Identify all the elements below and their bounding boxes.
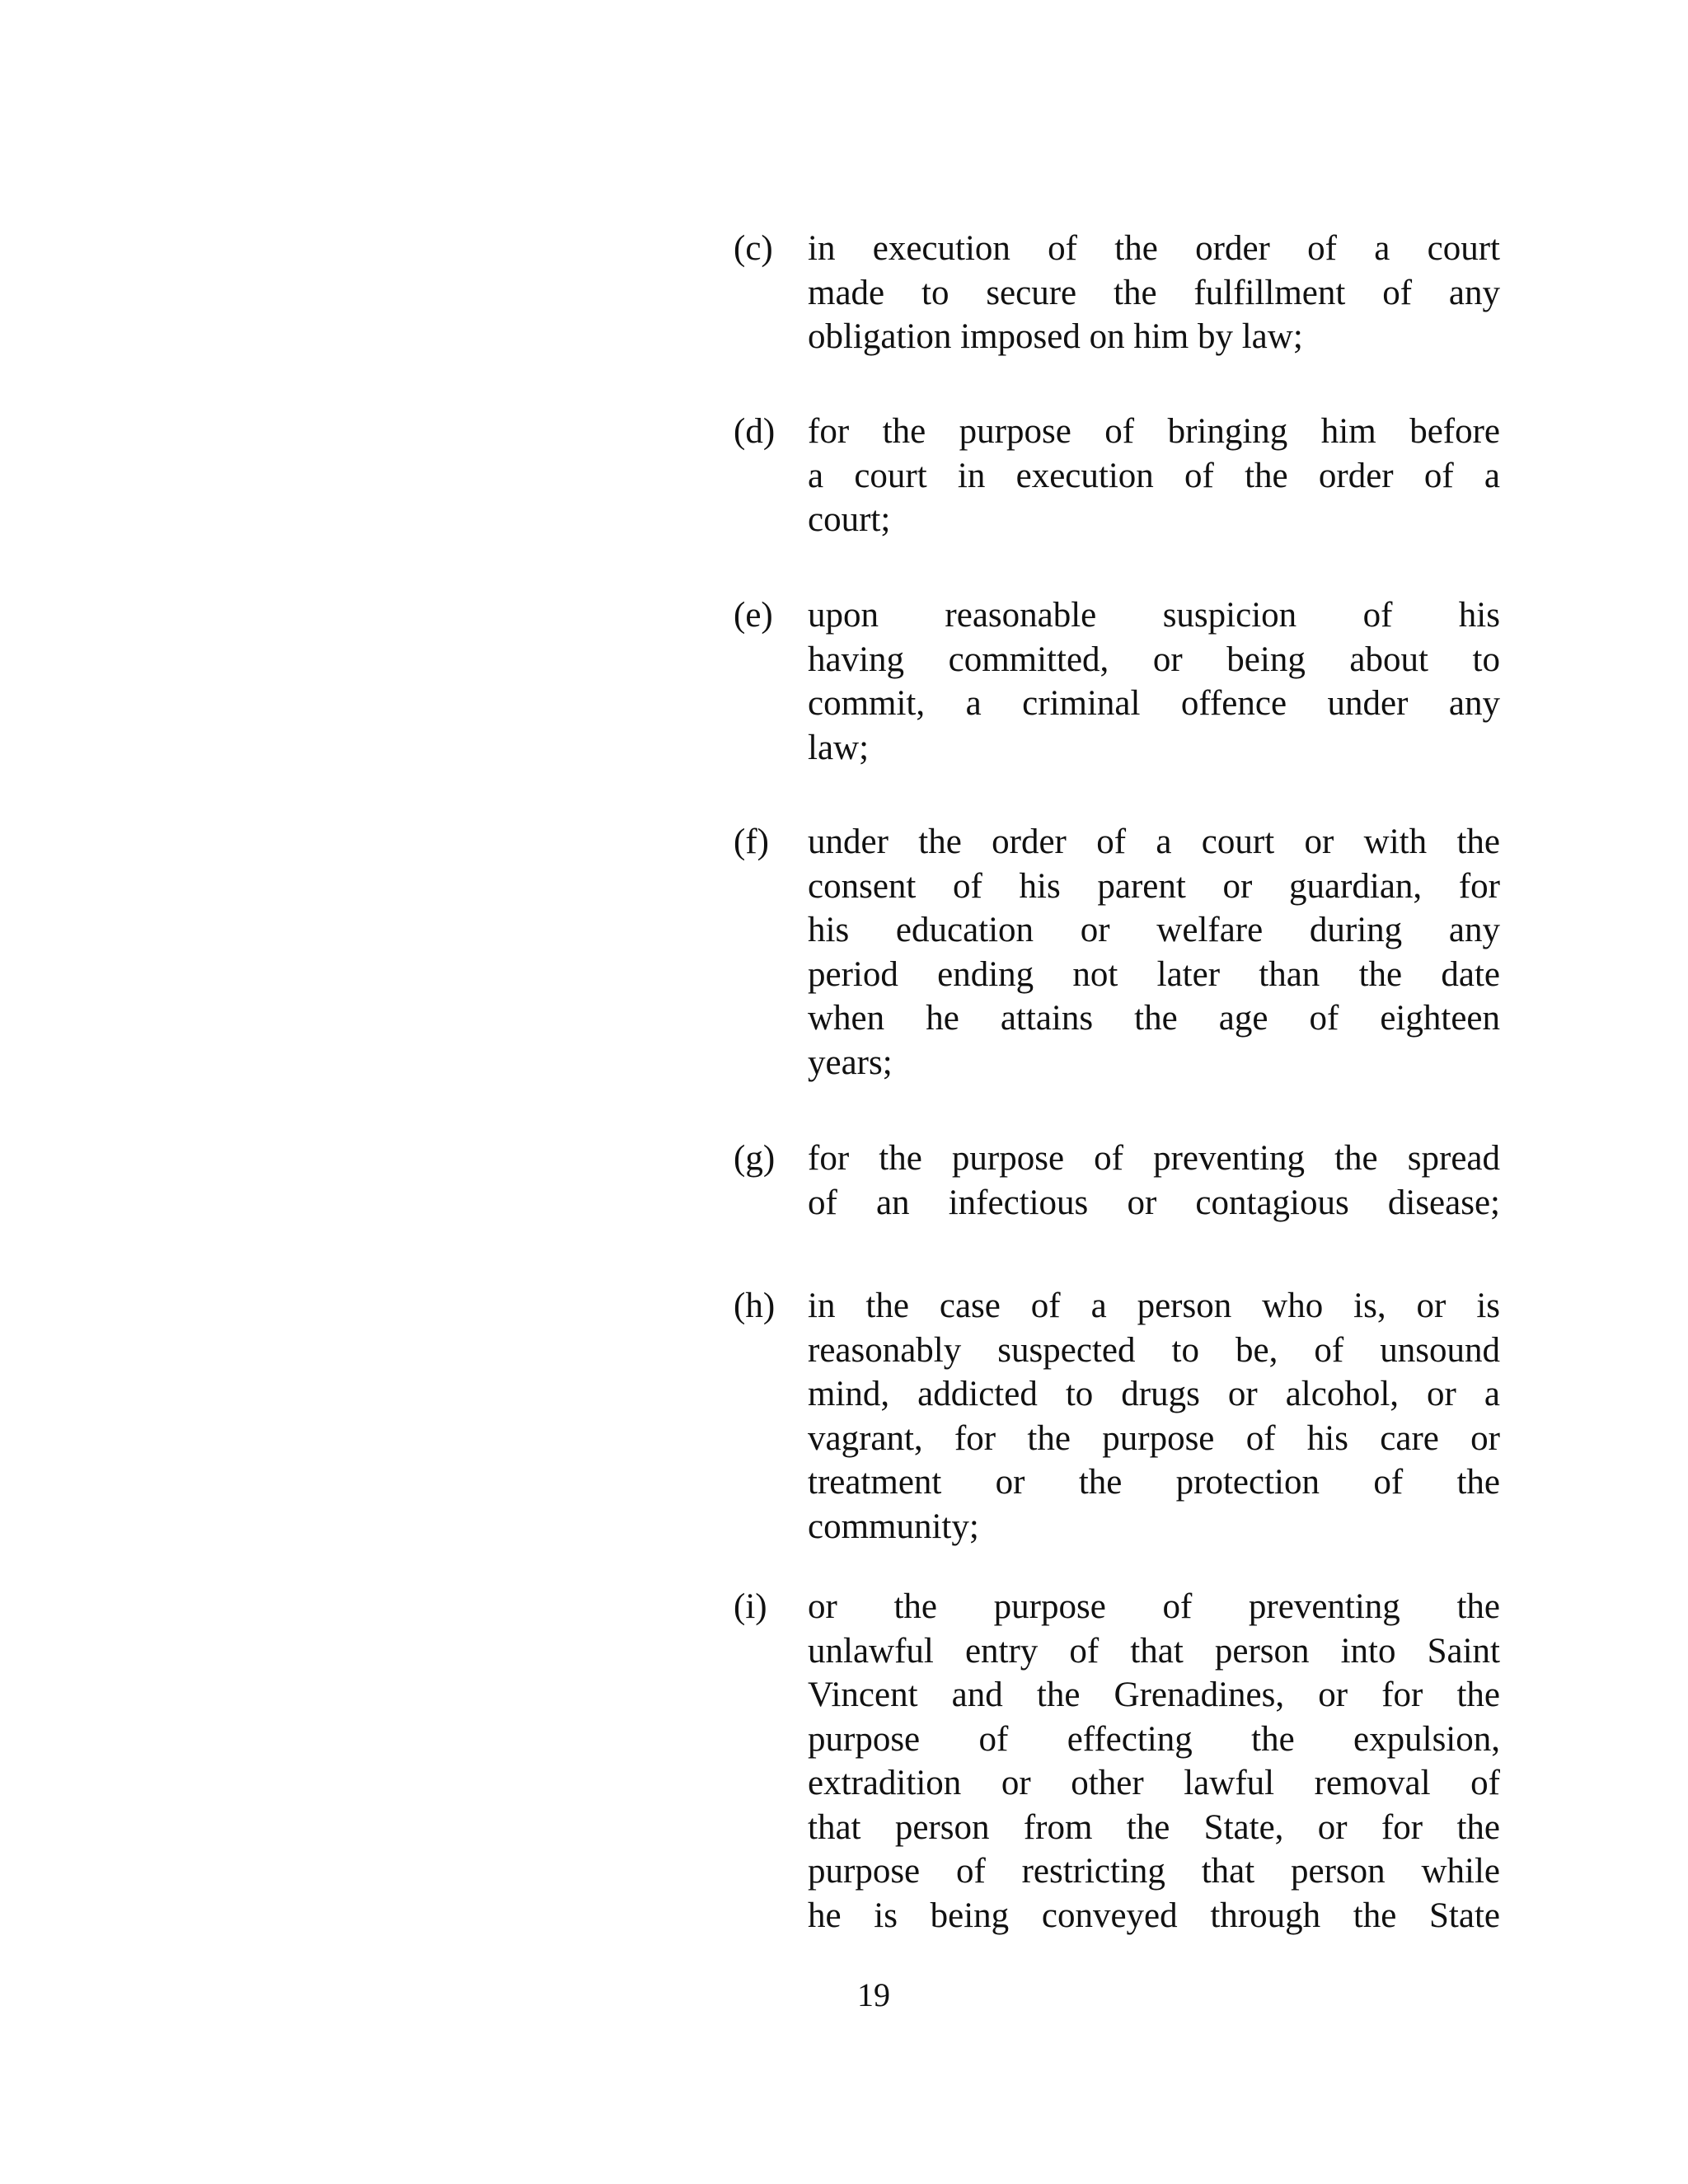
clause-line: purpose of restricting that person while <box>808 1852 1500 1891</box>
clause-line: when he attains the age of eighteen <box>808 999 1500 1038</box>
clause-text <box>808 410 1500 542</box>
clause-line: vagrant, for the purpose of his care or <box>808 1418 1500 1458</box>
clause-line: treatment or the protection of the <box>808 1463 1500 1502</box>
clause-marker: (f) <box>734 823 769 861</box>
clause-line: commit, a criminal offence under any <box>808 684 1500 723</box>
clause-d <box>734 410 1500 542</box>
clause-g <box>734 1137 1500 1225</box>
clause-marker: (c) <box>734 229 773 268</box>
clause-text <box>808 820 1500 1085</box>
clause-line: consent of his parent or guardian, for <box>808 866 1500 906</box>
clause-marker: (d) <box>734 412 776 451</box>
clause-line: Vincent and the Grenadines, or for the <box>808 1675 1500 1714</box>
clause-line: under the order of a court or with the <box>808 823 1500 861</box>
clause-line: period ending not later than the date <box>808 954 1500 994</box>
clause-text <box>808 227 1500 359</box>
clause-line: community; <box>808 1507 979 1546</box>
clause-line: in the case of a person who is, or is <box>808 1286 1500 1325</box>
clause-i <box>734 1585 1500 1938</box>
clause-h <box>734 1284 1500 1549</box>
clause-f <box>734 820 1500 1085</box>
clause-line: that person from the State, or for the <box>808 1807 1500 1847</box>
clause-line: purpose of effecting the expulsion, <box>808 1719 1500 1759</box>
clause-e <box>734 593 1500 770</box>
clause-line: he is being conveyed through the State <box>808 1896 1500 1935</box>
clause-line: mind, addicted to drugs or alcohol, or a <box>808 1375 1500 1413</box>
clause-line: law; <box>808 728 870 767</box>
clause-line: obligation imposed on him by law; <box>808 317 1303 356</box>
clause-line: a court in execution of the order of a <box>808 456 1500 495</box>
clause-line: years; <box>808 1043 893 1082</box>
clause-line: of an infectious or contagious disease; <box>808 1183 1500 1222</box>
clause-line: reasonably suspected to be, of unsound <box>808 1330 1500 1370</box>
clause-line: upon reasonable suspicion of his <box>808 596 1500 635</box>
clause-text <box>808 1284 1500 1549</box>
clause-line: having committed, or being about to <box>808 640 1500 679</box>
clause-line: for the purpose of preventing the spread <box>808 1139 1500 1178</box>
clause-line: made to secure the fulfillment of any <box>808 273 1500 312</box>
clause-line: court; <box>808 500 891 539</box>
clause-line: extradition or other lawful removal of <box>808 1764 1500 1802</box>
clause-marker: (h) <box>734 1286 776 1325</box>
clause-line: his education or welfare during any <box>808 911 1500 949</box>
clause-marker: (i) <box>734 1587 767 1626</box>
clause-text <box>808 1137 1500 1225</box>
clause-line: unlawful entry of that person into Saint <box>808 1631 1500 1671</box>
clause-line: for the purpose of bringing him before <box>808 412 1500 451</box>
clause-marker: (g) <box>734 1139 776 1178</box>
page-number: 19 <box>857 1976 890 2013</box>
clause-line: or the purpose of preventing the <box>808 1587 1500 1626</box>
clause-text <box>808 1585 1500 1938</box>
clause-line: in execution of the order of a court <box>808 229 1500 268</box>
clause-c <box>734 227 1500 359</box>
clause-marker: (e) <box>734 596 773 635</box>
clause-text <box>808 593 1500 770</box>
